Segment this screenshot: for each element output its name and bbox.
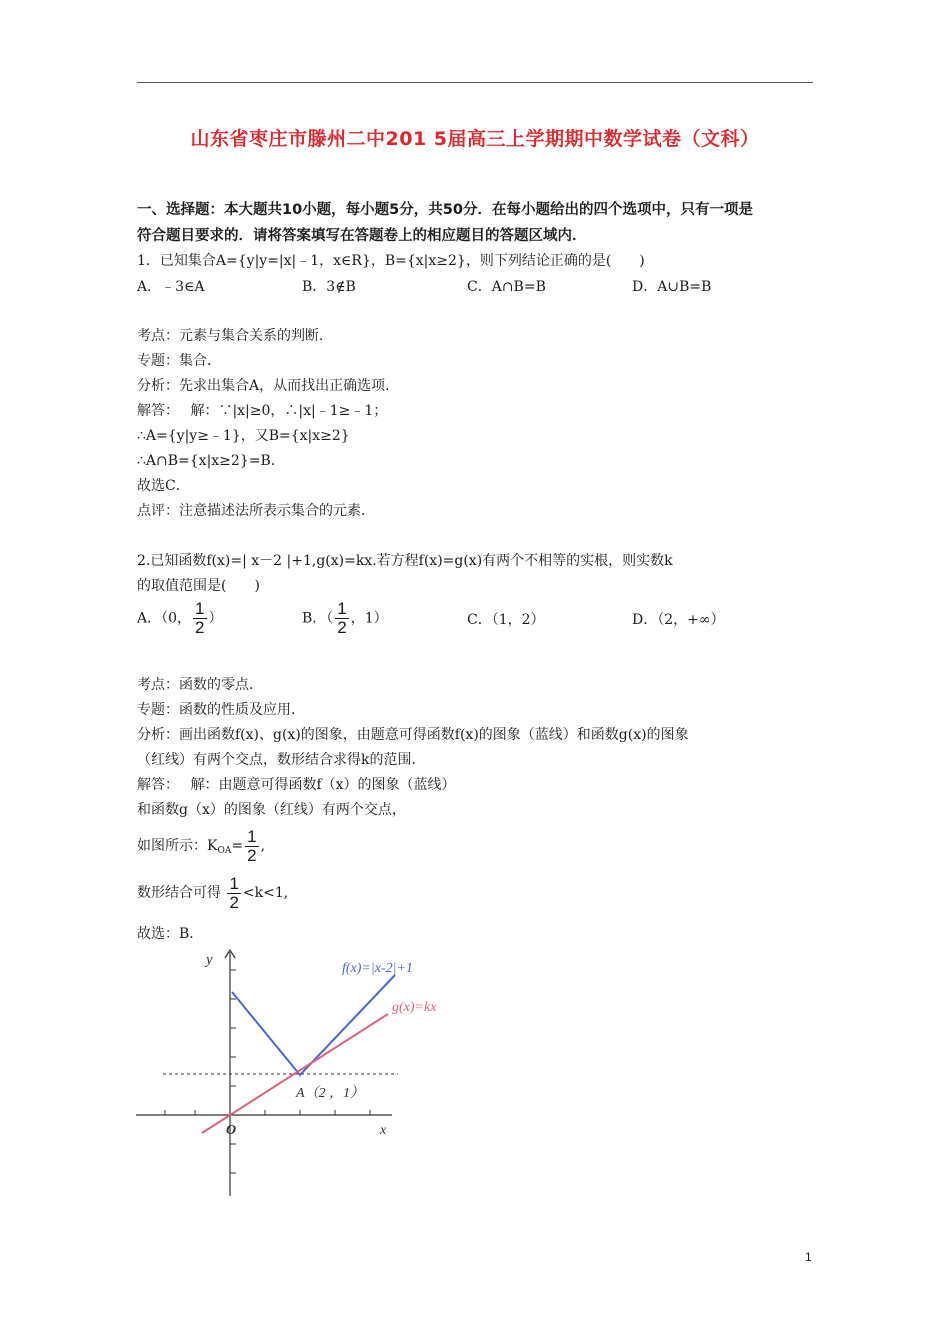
q1-jieda: 解答： 解：∵|x|≥0，∴|x|﹣1≥﹣1；: [137, 403, 388, 419]
fraction-one-half: [335, 600, 348, 637]
fraction-numerator: 1: [195, 599, 205, 618]
q1-fenxi: 分析：先求出集合A，从而找出正确选项．: [137, 378, 400, 394]
origin-label: O: [226, 1123, 237, 1138]
x-axis-ticks: [165, 1110, 370, 1115]
q2-fenxi-line-2: （红线）有两个交点，数形结合求得k的范围．: [137, 752, 426, 768]
g-label: g(x)=kx: [392, 1000, 437, 1015]
header-rule: [137, 82, 813, 83]
q1-stem: 1．已知集合A={y|y=|x|﹣1，x∈R}，B={x|x≥2}，则下列结论正确的是( ): [137, 253, 645, 269]
q2-option-a-prefix: A．（0，: [137, 610, 192, 627]
q2-jieda-line-1: 解答： 解：由题意可得函数f（x）的图象（蓝线）: [137, 777, 456, 793]
q2-option-b-prefix: B．（: [302, 610, 334, 627]
q2-stem-line-2: 的取值范围是( ): [137, 578, 260, 594]
q2-kOA-suffix: ,: [260, 838, 266, 854]
q2-fenxi-line-1: 分析：画出函数f(x)、g(x)的图象，由题意可得函数f(x)的图象（蓝线）和函数g(x)的图象: [137, 727, 689, 743]
fraction-denominator: 2: [337, 618, 347, 637]
page-number: 1: [805, 1250, 812, 1264]
section-heading-line-2: 符合题目要求的．请将答案填写在答题卷上的相应题目的答题区域内．: [137, 228, 587, 244]
x-axis-label: x: [380, 1123, 387, 1138]
q2-combine-suffix: <k<1,: [242, 885, 289, 901]
f-label: f(x)=|x-2|+1: [342, 961, 413, 976]
q1-zhuanti: 专题：集合．: [137, 353, 221, 369]
q2-option-c: C．（1，2）: [467, 612, 545, 628]
q2-answer: 故选：B．: [137, 926, 204, 942]
q2-kaodian: 考点：函数的零点．: [137, 677, 263, 693]
q2-kOA-subscript: OA: [217, 846, 232, 856]
fraction-numerator: 1: [247, 826, 257, 846]
document-title: 山东省枣庄市滕州二中201 5届高三上学期期中数学试卷（文科）: [190, 128, 760, 150]
y-axis-ticks: [230, 970, 236, 1173]
q2-option-b-suffix: ，1）: [350, 610, 388, 627]
q2-jieda-line-2: 和函数g（x）的图象（红线）有两个交点，: [137, 802, 406, 818]
fraction-denominator: 2: [195, 618, 205, 637]
fraction-one-half: [245, 828, 258, 865]
q1-option-d: D．A∪B=B: [632, 279, 712, 295]
point-a-label: A（2 ，1）: [296, 1086, 365, 1101]
q1-answer: 故选C．: [137, 478, 190, 494]
section-heading-line-1: 一、选择题：本大题共10小题，每小题5分，共50分．在每小题给出的四个选项中，只有一项是: [137, 202, 753, 218]
fraction-one-half: [227, 875, 240, 912]
fraction-numerator: 1: [229, 873, 239, 893]
fraction-denominator: 2: [247, 845, 257, 865]
q2-combine-line: [137, 873, 288, 913]
q1-step-2: ∴A={y|y≥﹣1}，又B={x|x≥2}: [137, 428, 350, 444]
q2-stem-line-1: 2.已知函数f(x)=| x－2 |+1,g(x)=kx.若方程f(x)=g(x)有两个不相等的实根，则实数k: [137, 553, 673, 569]
q1-kaodian: 考点：元素与集合关系的判断．: [137, 328, 333, 344]
q2-option-a-suffix: ）: [208, 610, 223, 627]
q1-option-b: B．3∉B: [302, 279, 356, 295]
q2-zhuanti: 专题：函数的性质及应用．: [137, 702, 305, 718]
q2-kOA-line: [137, 826, 265, 871]
fraction-one-half: [193, 600, 206, 637]
q2-kOA-equals: =: [231, 838, 244, 854]
q2-option-d: D．（2，+∞）: [632, 612, 725, 628]
y-axis-label: y: [206, 952, 213, 968]
q1-option-a: A．﹣3∈A: [137, 279, 205, 295]
function-graph: [130, 942, 460, 1202]
q2-kOA-prefix: 如图所示：K: [137, 838, 218, 854]
q1-step-3: ∴A∩B={x|x≥2}=B．: [137, 453, 285, 469]
q1-option-c: C．A∩B=B: [467, 279, 546, 295]
q2-combine-prefix: 数形结合可得: [137, 885, 226, 901]
fraction-numerator: 1: [337, 599, 347, 618]
q2-option-b: [302, 600, 388, 637]
q1-dianping: 点评：注意描述法所表示集合的元素．: [137, 503, 375, 519]
fraction-denominator: 2: [229, 892, 239, 912]
q2-option-a: [137, 600, 223, 637]
